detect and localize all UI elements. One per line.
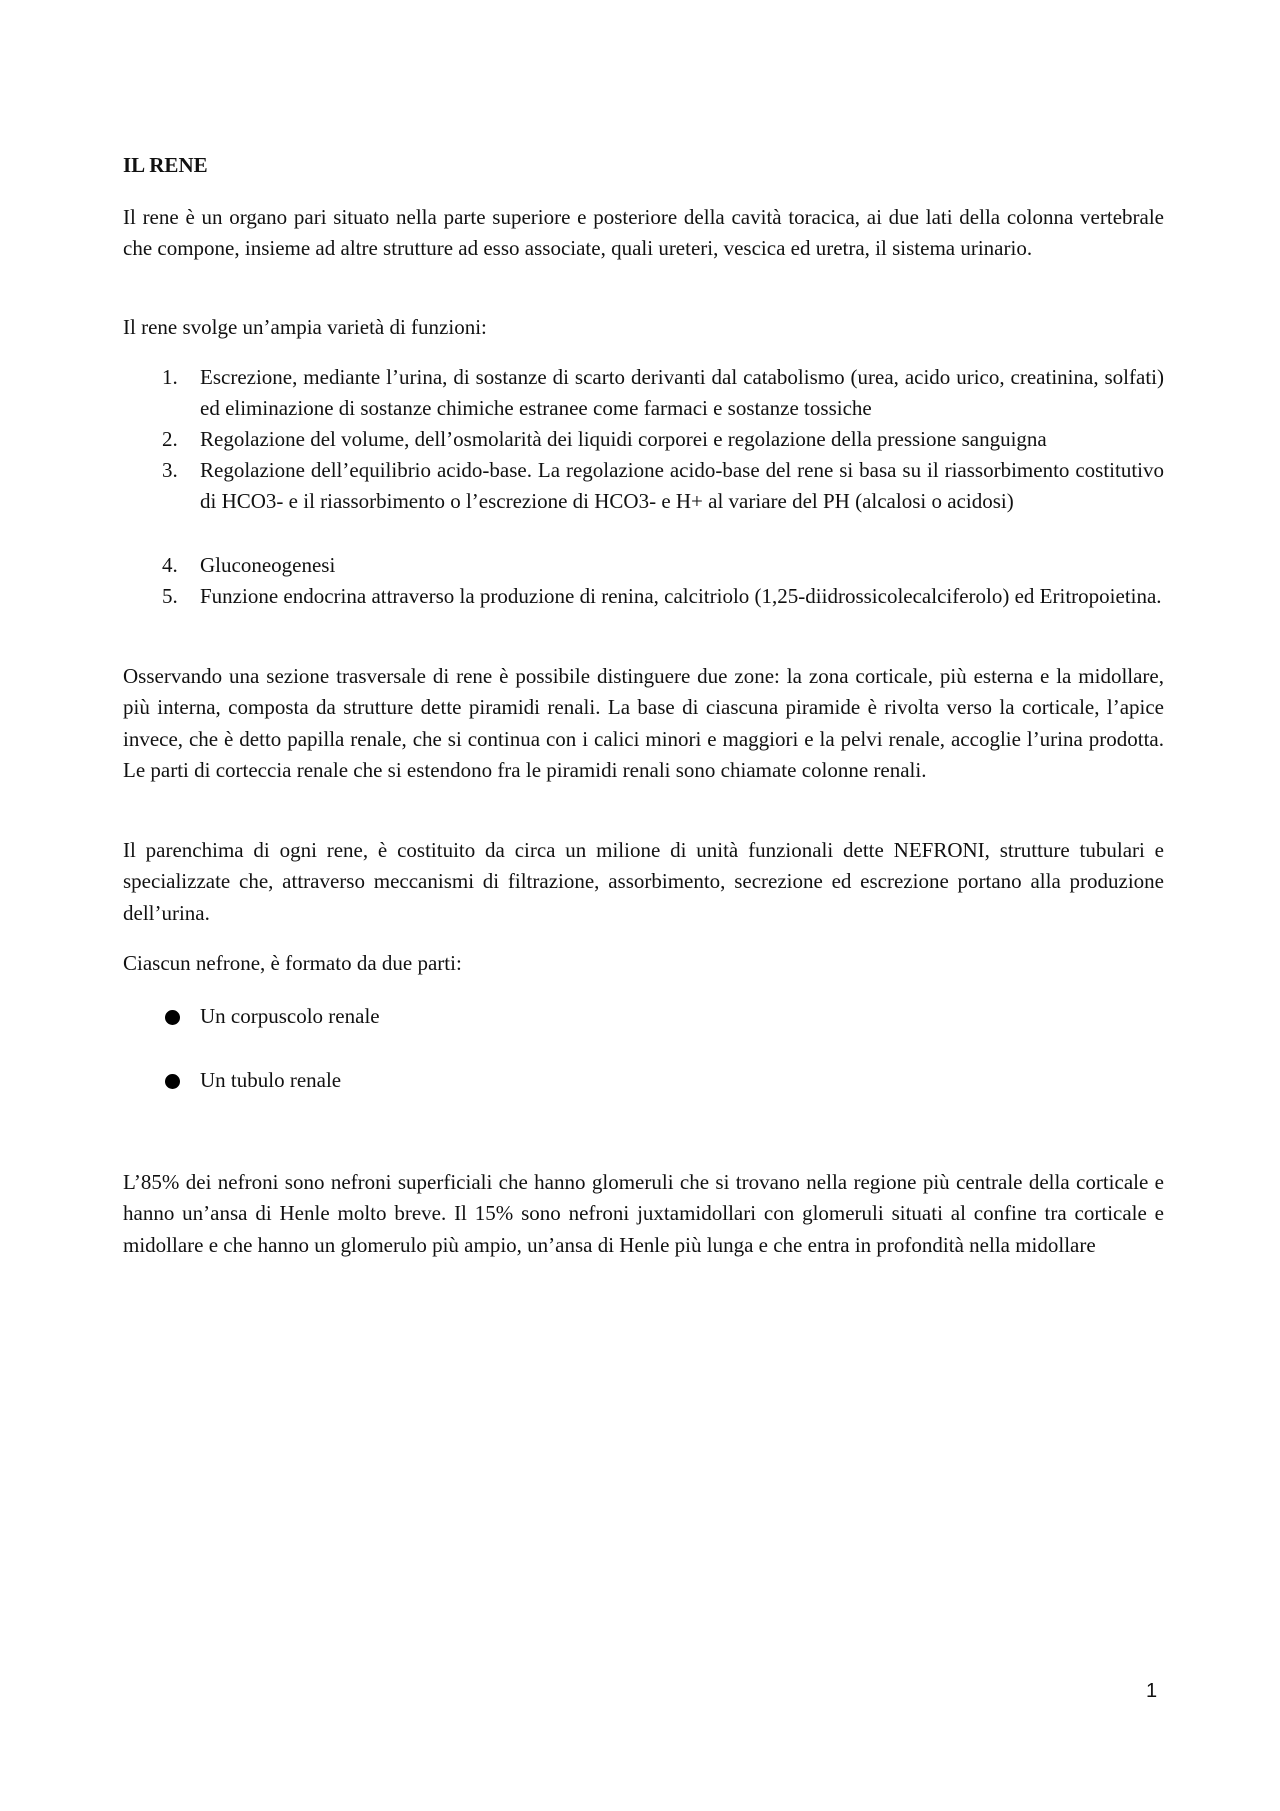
bullet-icon [165,1074,180,1089]
list-item [162,455,1164,518]
list-text: Escrezione, mediante l’urina, di sostanze di scarto derivanti dal catabolismo (urea, acido urico, creatinina, solfati) ed eliminazione di sostanze chimiche estranee come farmaci e sostanze tossiche [200,365,1164,421]
list-item [162,581,1164,612]
list-number: 3. [162,458,178,482]
nephron-types-paragraph: L’85% dei nefroni sono nefroni superficiali che hanno glomeruli che si trovano nella regione più centrale della corticale e hanno un’ansa di Henle molto breve. Il 15% sono nefroni juxtamidollari con glomeruli situati al confine tra corticale e midollare e che hanno un glomerulo più ampio, un’ansa di Henle più lunga e che entra in profondità nella midollare [123,1170,1164,1257]
bullet-item [165,1001,380,1032]
bullet-item [165,1065,341,1096]
nephron-intro: Ciascun nefrone, è formato da due parti: [123,951,462,975]
page-number: 1 [1146,1680,1158,1702]
bullet-icon [165,1010,180,1025]
page-title: IL RENE [123,153,208,177]
parenchyma-paragraph: Il parenchima di ogni rene, è costituito da circa un milione di unità funzionali dette NEFRONI, strutture tubulari e specializzate che, attraverso meccanismi di filtrazione, assorbimento, secrezione ed escrezione portano alla produzione dell’urina. [123,838,1164,925]
list-text: Regolazione dell’equilibrio acido-base. La regolazione acido-base del rene si basa su il riassorbimento costitutivo di HCO3- e il riassorbimento o l’escrezione di HCO3- e H+ al variare del PH (alcalosi o acidosi) [200,458,1164,514]
bullet-text: Un corpuscolo renale [200,1004,380,1028]
list-number: 1. [162,365,178,389]
list-number: 2. [162,427,178,451]
list-text: Regolazione del volume, dell’osmolarità dei liquidi corporei e regolazione della pressione sanguigna [200,427,1047,451]
list-text: Funzione endocrina attraverso la produzione di renina, calcitriolo (1,25-diidrossicolecalciferolo) ed Eritropoietina. [200,584,1162,608]
section-paragraph: Osservando una sezione trasversale di rene è possibile distinguere due zone: la zona corticale, più esterna e la midollare, più interna, composta da strutture dette piramidi renali. La base di ciascuna piramide è rivolta verso la corticale, l’apice invece, che è detto papilla renale, che si continua con i calici minori e maggiori e la pelvi renale, accoglie l’urina prodotta. Le parti di corteccia renale che si estendono fra le piramidi renali sono chiamate colonne renali. [123,664,1164,783]
list-text: Gluconeogenesi [200,553,336,577]
list-item [162,424,1164,455]
list-number: 5. [162,584,178,608]
list-number: 4. [162,553,178,577]
list-item [162,550,1164,581]
list-item [162,362,1164,425]
intro-paragraph: Il rene è un organo pari situato nella parte superiore e posteriore della cavità toracica, ai due lati della colonna vertebrale che compone, insieme ad altre strutture ad esso associate, quali ureteri, vescica ed uretra, il sistema urinario. [123,205,1164,261]
bullet-text: Un tubulo renale [200,1068,342,1092]
functions-intro: Il rene svolge un’ampia varietà di funzioni: [123,315,487,339]
